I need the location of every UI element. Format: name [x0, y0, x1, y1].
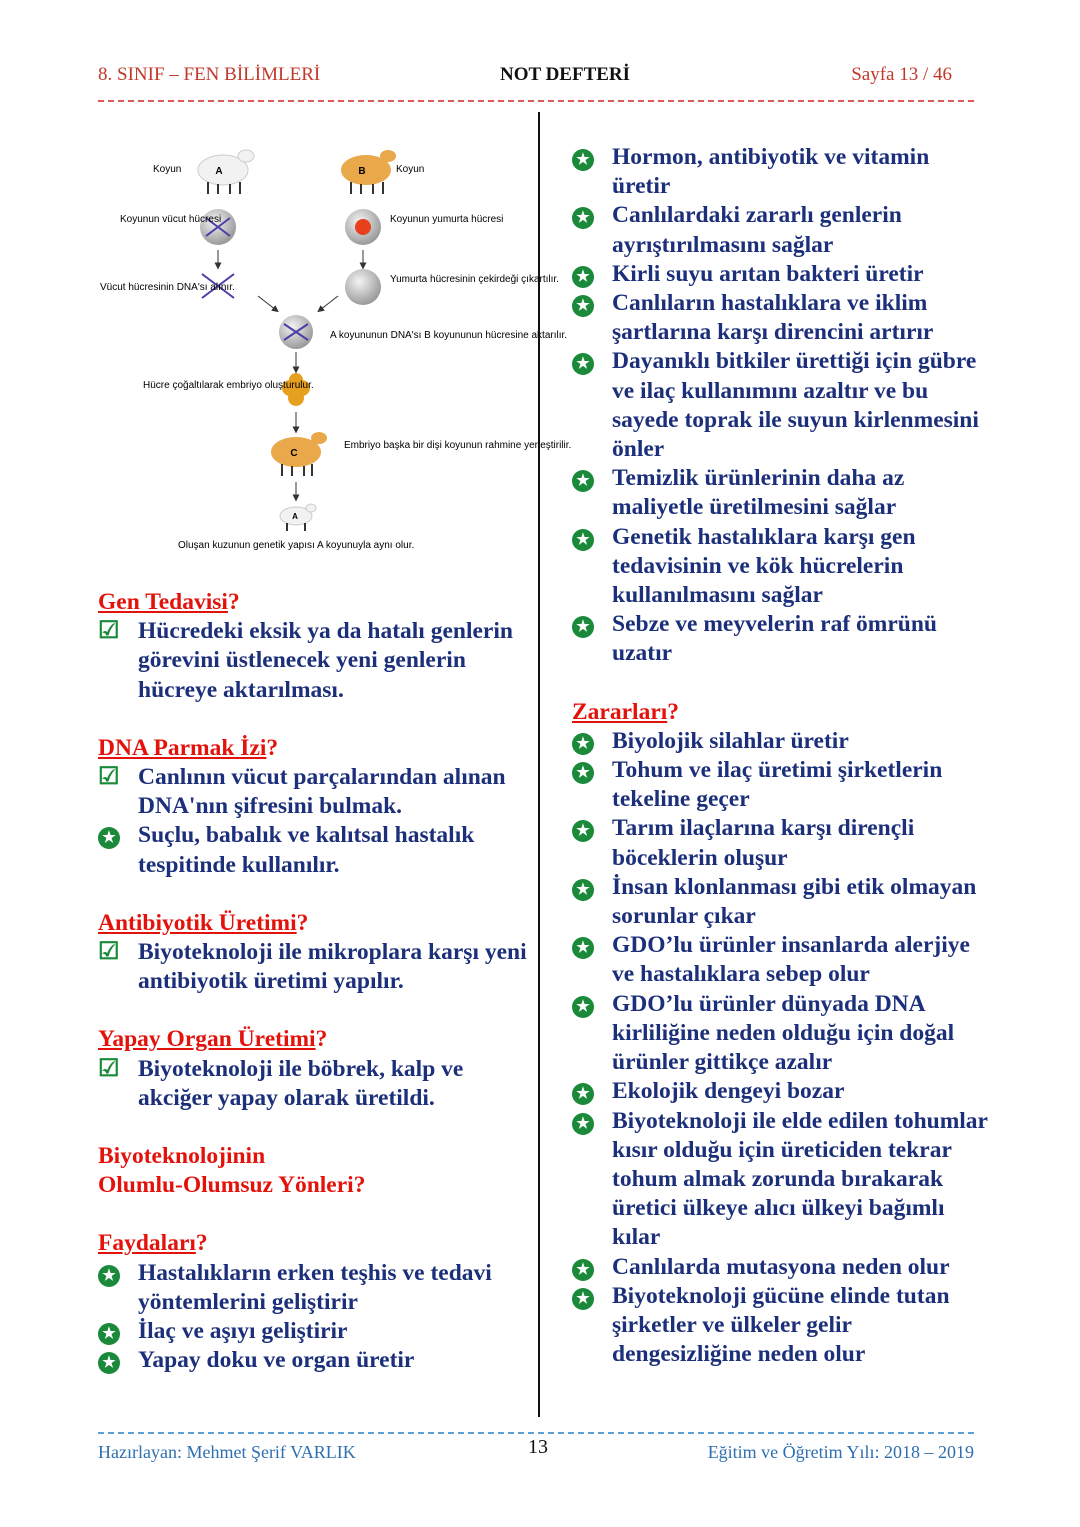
header-subject: 8. SINIF – FEN BİLİMLERİ: [98, 64, 321, 85]
body-cell-label: Koyunun vücut hücresi: [120, 214, 222, 225]
footer-divider: [98, 1432, 974, 1434]
lamb: [280, 504, 316, 531]
star-icon: ★: [572, 470, 594, 492]
star-icon: ★: [572, 762, 594, 784]
header-divider: [98, 100, 974, 102]
list-item: ★ Temizlik ürünlerinin daha az maliyetle üretilmesini sağlar: [572, 464, 992, 522]
embryo-label: Hücre çoğaltılarak embriyo oluşturulur.: [143, 380, 314, 391]
column-divider: [538, 112, 540, 1417]
footer-author: Hazırlayan: Mehmet Şerif VARLIK: [98, 1442, 356, 1462]
list-item: ★ Canlılarda mutasyona neden olur: [572, 1253, 992, 1282]
sheep-a-letter: A: [215, 166, 223, 177]
star-icon: ★: [98, 1323, 120, 1345]
dna-fingerprint-heading: DNA Parmak İzi?: [98, 734, 279, 761]
star-icon: ★: [572, 996, 594, 1018]
implant-label: Embriyo başka bir dişi koyunun rahmine yerleştirilir.: [344, 440, 572, 451]
star-icon: ★: [572, 616, 594, 638]
list-item: ★ İnsan klonlanması gibi etik olmayan sorunlar çıkar: [572, 873, 992, 931]
list-item: ★ Sebze ve meyvelerin raf ömrünü uzatır: [572, 610, 992, 668]
list-item: ★ Suçlu, babalık ve kalıtsal hastalık tespitinde kullanılır.: [98, 821, 528, 879]
star-icon: ★: [572, 529, 594, 551]
star-icon: ★: [572, 353, 594, 375]
star-icon: ★: [98, 1265, 120, 1287]
list-item: ★ Biyoteknoloji gücüne elinde tutan şirketler ve ülkeler gelir dengesizliğine neden olur: [572, 1282, 992, 1370]
star-icon: ★: [572, 937, 594, 959]
dna-taken-label: Vücut hücresinin DNA'sı alınır.: [100, 282, 235, 293]
list-item: ★ Biyolojik silahlar üretir: [572, 727, 992, 756]
list-item: ☑ Biyoteknoloji ile böbrek, kalp ve akciğer yapay olarak üretildi.: [98, 1055, 464, 1111]
list-item: ★ Biyoteknoloji ile elde edilen tohumlar kısır olduğu için üreticiden tekrar tohum almak zorunda bırakarak üretici ülkeye alıcı ülkeyi bağımlı kılar: [572, 1107, 992, 1253]
list-item: ★ Canlıların hastalıklara ve iklim şartlarına karşı direncini artırır: [572, 289, 992, 347]
sheep-b-label: Koyun: [396, 164, 425, 175]
sheep-c-letter: C: [290, 448, 298, 459]
footer-school-year: Eğitim ve Öğretim Yılı: 2018 – 2019: [707, 1442, 974, 1462]
list-item: ☑ Biyoteknoloji ile mikroplara karşı yeni antibiyotik üretimi yapılır.: [98, 939, 527, 995]
footer-page-number: 13: [528, 1436, 548, 1458]
sheep-c: [271, 432, 327, 476]
list-item: ☑ Hücredeki eksik ya da hatalı genlerin görevini üstlenecek yeni genlerin hücreye aktarılması.: [98, 618, 513, 703]
star-icon: ★: [572, 266, 594, 288]
harms-heading: Zararları?: [572, 698, 680, 725]
header-page-number: Sayfa 13 / 46: [851, 64, 952, 85]
star-icon: ★: [572, 1083, 594, 1105]
star-icon: ★: [572, 207, 594, 229]
list-item: ★ Dayanıklı bitkiler ürettiği için gübre ve ilaç kullanımını azaltır ve bu sayede toprak ile suyun kirlenmesini önler: [572, 347, 992, 464]
list-item: ☑ Canlının vücut parçalarından alınan DNA'nın şifresini bulmak.: [98, 764, 506, 820]
sheep-a-label: Koyun: [153, 164, 182, 175]
star-icon: ★: [572, 1259, 594, 1281]
nucleus-removed-label: Yumurta hücresinin çekirdeği çıkartılır.: [390, 274, 559, 285]
list-item: ★ GDO’lu ürünler insanlarda alerjiye ve hastalıklara sebep olur: [572, 931, 992, 989]
list-item: ★ Hastalıkların erken teşhis ve tedavi yöntemlerini geliştirir: [98, 1259, 528, 1317]
star-icon: ★: [572, 1288, 594, 1310]
list-item: ★ Ekolojik dengeyi bozar: [572, 1077, 992, 1106]
star-icon: ★: [572, 879, 594, 901]
star-icon: ★: [572, 295, 594, 317]
star-icon: ★: [572, 820, 594, 842]
lamb-letter: A: [292, 512, 298, 521]
star-icon: ★: [572, 1113, 594, 1135]
harms-list: [572, 727, 992, 1369]
checkbox-icon: ☑: [98, 618, 120, 645]
cloning-diagram: [98, 130, 572, 560]
right-column: [572, 143, 992, 1369]
gene-therapy-heading: Gen Tedavisi?: [98, 589, 240, 615]
list-item: ★ GDO’lu ürünler dünyada DNA kirliliğine neden olduğu için doğal ürünler gittikçe azalır: [572, 990, 992, 1078]
header-title: NOT DEFTERİ: [500, 64, 631, 85]
list-item: ★ Canlılardaki zararlı genlerin ayrıştırılmasını sağlar: [572, 201, 992, 259]
result-label: Oluşan kuzunun genetik yapısı A koyunuyla aynı olur.: [178, 540, 415, 551]
page-header: [98, 64, 974, 94]
list-item: ★ Genetik hastalıklara karşı gen tedavisinin ve kök hücrelerin kullanılmasını sağlar: [572, 523, 992, 611]
pros-cons-heading-1: Biyoteknolojinin: [98, 1143, 266, 1170]
sheep-b: [341, 150, 396, 194]
star-icon: ★: [98, 1352, 120, 1374]
egg-cell-label: Koyunun yumurta hücresi: [390, 214, 504, 225]
star-icon: ★: [98, 827, 120, 849]
list-item: ★ İlaç ve aşıyı geliştirir: [98, 1317, 528, 1346]
sheep-b-letter: B: [358, 166, 366, 177]
list-item: ★ Hormon, antibiyotik ve vitamin üretir: [572, 143, 992, 201]
benefits-list: [98, 1259, 528, 1376]
checkbox-icon: ☑: [98, 939, 120, 966]
list-item: ★ Tohum ve ilaç üretimi şirketlerin tekeline geçer: [572, 756, 992, 814]
artificial-organ-heading: Yapay Organ Üretimi?: [98, 1026, 328, 1053]
left-column: [98, 588, 528, 1375]
checkbox-icon: ☑: [98, 1055, 120, 1082]
dna-transfer-label: A koyununun DNA'sı B koyununun hücresine aktarılır.: [330, 330, 568, 341]
list-item: ★ Yapay doku ve organ üretir: [98, 1346, 528, 1375]
enucleated-egg: [345, 269, 381, 305]
list-item: ★ Kirli suyu arıtan bakteri üretir: [572, 260, 992, 289]
antibiotic-heading: Antibiyotik Üretimi?: [98, 909, 309, 936]
checkbox-icon: ☑: [98, 764, 120, 791]
sheep-a: [198, 150, 254, 194]
benefits-list-continued: [572, 143, 992, 669]
pros-cons-heading-2: Olumlu-Olumsuz Yönleri?: [98, 1172, 366, 1199]
star-icon: ★: [572, 733, 594, 755]
benefits-heading: Faydaları?: [98, 1230, 208, 1257]
list-item: ★ Tarım ilaçlarına karşı dirençli böceklerin oluşur: [572, 814, 992, 872]
star-icon: ★: [572, 149, 594, 171]
